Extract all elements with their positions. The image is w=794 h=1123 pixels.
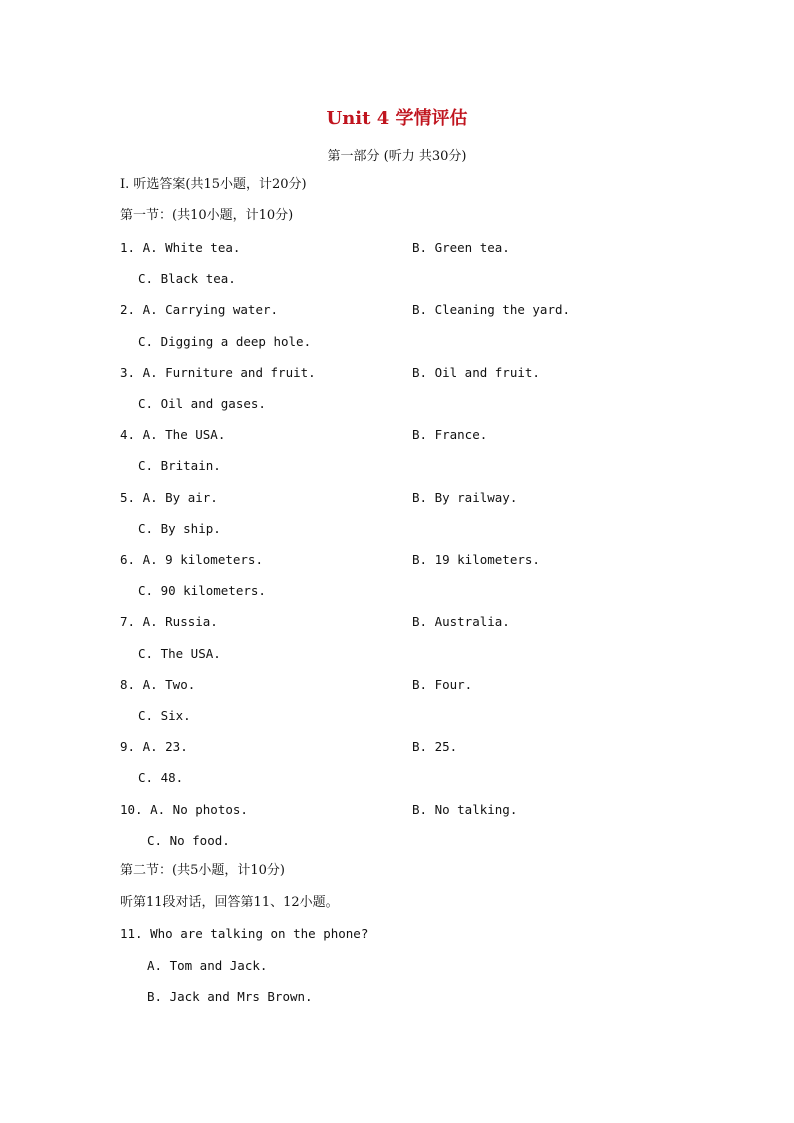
q1-option-c: C. Black tea. — [138, 271, 236, 286]
q5-option-c: C. By ship. — [138, 521, 221, 536]
q8-option-c: C. Six. — [138, 708, 191, 723]
part-heading: 第一部分 (听力 共30分) — [327, 149, 467, 164]
q5-option-b: B. By railway. — [412, 490, 518, 505]
q10-option-c: C. No food. — [147, 833, 230, 848]
q8-option-a: 8. A. Two. — [120, 677, 196, 692]
q6-option-a: 6. A. 9 kilometers. — [120, 552, 263, 567]
q4-option-a: 4. A. The USA. — [120, 427, 226, 442]
q7-option-c: C. The USA. — [138, 646, 221, 661]
q9-option-a: 9. A. 23. — [120, 739, 188, 754]
q1-option-a: 1. A. White tea. — [120, 240, 241, 255]
section-heading-1: 第一节：(共10小题，计10分) — [120, 208, 294, 223]
q9-option-b: B. 25. — [412, 739, 458, 754]
q3-option-c: C. Oil and gases. — [138, 396, 266, 411]
q10-option-a: 10. A. No photos. — [120, 802, 248, 817]
section-heading-2: 第二节：(共5小题，计10分) — [120, 863, 285, 878]
q11-stem: 11. Who are talking on the phone? — [120, 926, 369, 941]
q2-option-c: C. Digging a deep hole. — [138, 334, 312, 349]
q5-option-a: 5. A. By air. — [120, 490, 218, 505]
section-heading-i: Ⅰ. 听选答案(共15小题，计20分) — [120, 177, 307, 192]
q6-option-b: B. 19 kilometers. — [412, 552, 540, 567]
page-title: Unit 4 学情评估 — [326, 108, 468, 129]
q7-option-a: 7. A. Russia. — [120, 614, 218, 629]
q11-option-a: A. Tom and Jack. — [147, 958, 268, 973]
q9-option-c: C. 48. — [138, 770, 184, 785]
q3-option-b: B. Oil and fruit. — [412, 365, 540, 380]
q7-option-b: B. Australia. — [412, 614, 510, 629]
q8-option-b: B. Four. — [412, 677, 473, 692]
q10-option-b: B. No talking. — [412, 802, 518, 817]
q2-option-a: 2. A. Carrying water. — [120, 302, 279, 317]
instruction-11-12: 听第11段对话，回答第11、12小题。 — [120, 895, 339, 910]
q1-option-b: B. Green tea. — [412, 240, 510, 255]
q4-option-b: B. France. — [412, 427, 488, 442]
q2-option-b: B. Cleaning the yard. — [412, 302, 571, 317]
q3-option-a: 3. A. Furniture and fruit. — [120, 365, 316, 380]
q11-option-b: B. Jack and Mrs Brown. — [147, 989, 313, 1004]
q4-option-c: C. Britain. — [138, 458, 221, 473]
q6-option-c: C. 90 kilometers. — [138, 583, 266, 598]
